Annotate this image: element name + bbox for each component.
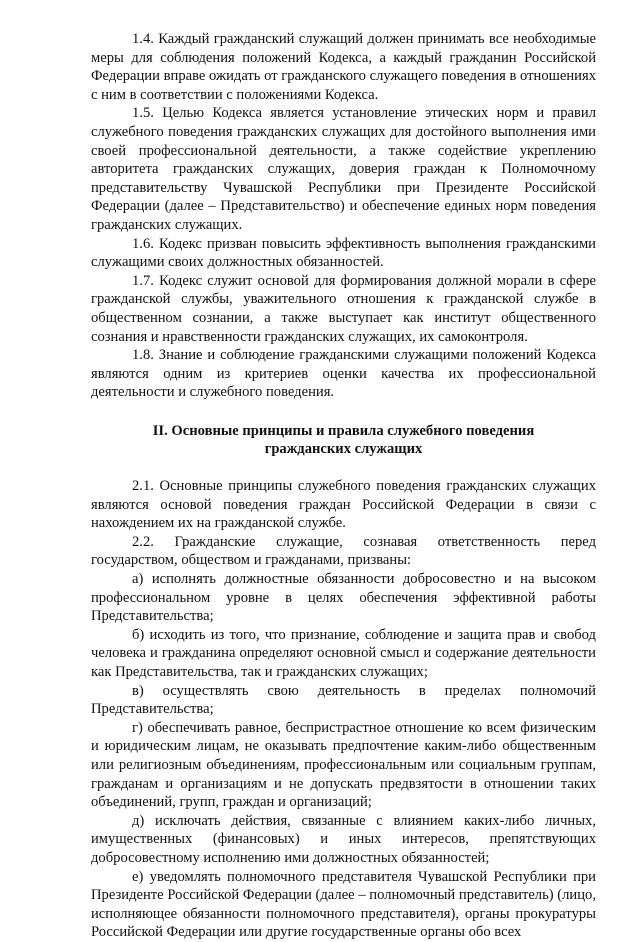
list-item-d: д) исключать действия, связанные с влиянием каких-либо личных, имущественных (финансовых) и иных интересов, препятствующих добросовестному исполнению ими должностных обязанностей; xyxy=(91,812,596,866)
paragraph-1-4: 1.4. Каждый гражданский служащий должен принимать все необходимые меры для соблюдения положений Кодекса, а каждый гражданин Российской Федерации вправе ожидать от гражданского служащего поведения в отношениях с ним в соответствии с положениями Кодекса. xyxy=(91,31,596,103)
list-item-a: а) исполнять должностные обязанности добросовестно и на высоком профессиональном уровне в целях обеспечения эффективной работы Представительства; xyxy=(91,571,596,625)
paragraph-1-5: 1.5. Целью Кодекса является установление этических норм и правил служебного поведения гражданских служащих для достойного выполнения ими своей профессиональной деятельности, а также содействие укреплению авторитета гражданских служащих, доверия граждан к Полномочному представительству Чувашской Республики при Президенте Российской Федерации (далее – Представительство) и обеспечение единых норм поведения гражданских служащих. xyxy=(91,105,596,233)
paragraph-2-2: 2.2. Гражданские служащие, сознавая ответственность перед государством, обществом и гражданами, призваны: xyxy=(91,533,596,569)
list-item-b: б) исходить из того, что признание, соблюдение и защита прав и свобод человека и гражданина определяют основной смысл и содержание деятельности как Представительства, так и гражданских служащих; xyxy=(91,626,596,680)
list-item-g: г) обеспечивать равное, беспристрастное отношение ко всем физическим и юридическим лицам, не оказывать предпочтение каким-либо общественным или религиозным объединениям, профессиональным или социальным группам, гражданам и организациям и не допускать предвзятости в отношении таких объединений, групп, граждан и организаций; xyxy=(91,719,596,811)
paragraph-1-8: 1.8. Знание и соблюдение гражданскими служащими положений Кодекса являются одним из критериев оценки качества их профессиональной деятельности и служебного поведения. xyxy=(91,347,596,401)
paragraph-2-1: 2.1. Основные принципы служебного поведения гражданских служащих являются основой поведения граждан Российской Федерации в связи с нахождением их на гражданской службе. xyxy=(91,478,596,532)
paragraph-1-7: 1.7. Кодекс служит основой для формирования должной морали в сфере гражданской службы, уважительного отношения к гражданской службе в общественном сознании, а также выступает как институт общественного сознания и нравственности гражданских служащих, их самоконтроля. xyxy=(91,272,596,345)
list-item-e: е) уведомлять полномочного представителя Чувашской Республики при Президенте Российской Федерации (далее – полномочный представитель) (лицо, исполняющее обязанности полномочного представителя), органы прокуратуры Российской Федерации или другие государственные органы обо всех xyxy=(91,868,596,941)
section-heading-line-1: II. Основные принципы и правила служебного поведения xyxy=(152,422,535,439)
paragraph-1-6: 1.6. Кодекс призван повысить эффективность выполнения гражданскими служащими своих должностных обязанностей. xyxy=(91,235,596,271)
section-heading-line-2: гражданских служащих xyxy=(264,441,423,458)
section-heading xyxy=(91,422,596,459)
list-item-v: в) осуществлять свою деятельность в пределах полномочий Представительства; xyxy=(91,682,596,718)
